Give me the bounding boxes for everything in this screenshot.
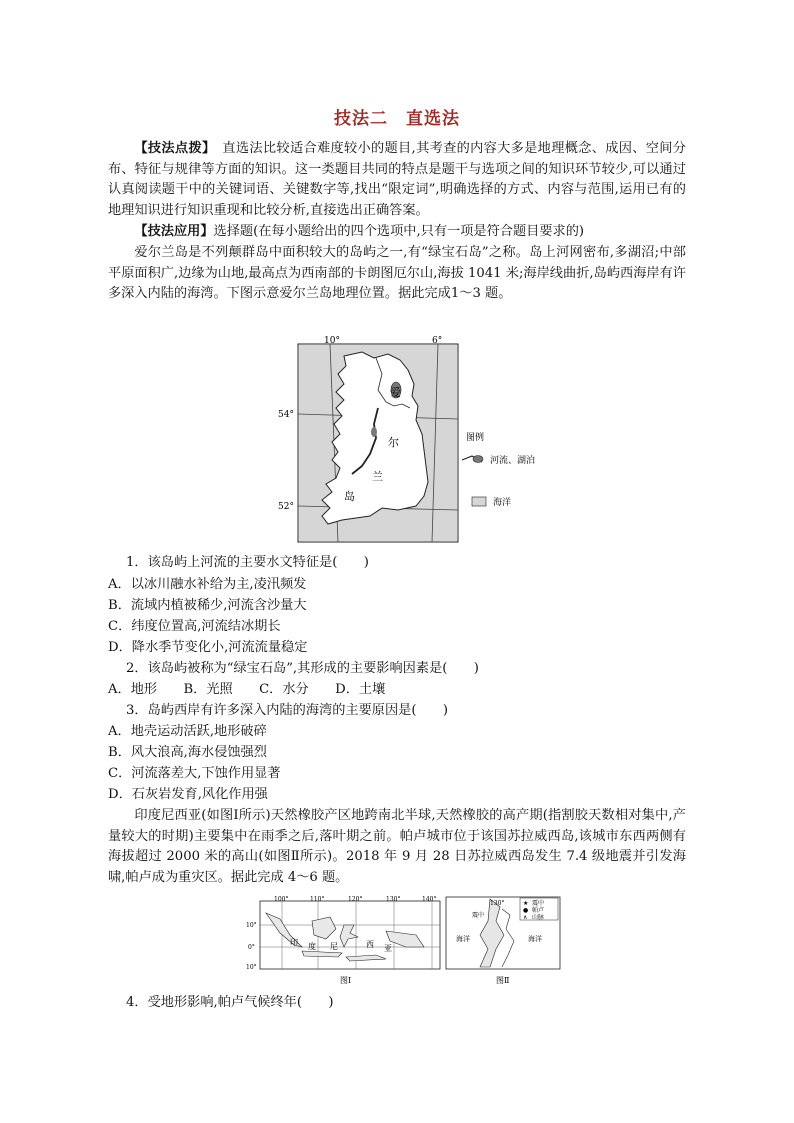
apply-text: 选择题(在每小题给出的四个选项中,只有一项是符合题目要求的) [213, 224, 585, 239]
passage-2: 印度尼西亚(如图Ⅰ所示)天然橡胶产区地跨南北半球,天然橡胶的高产期(指割胶天数相对集中,产量较大的时期)主要集中在雨季之后,落叶期之前。帕卢城市位于该国苏拉威西岛,该城市东西两侧有海拔超过 2000 米的高山(如图Ⅱ所示)。2018 年 9 月 28 日苏拉威西岛发生 7.4 级地震并引发海啸,帕卢成为重灾区。据此完成 4～6 题。 [108, 808, 686, 885]
island-char-1: 爱 [390, 386, 401, 399]
mountain-icon: ∧ [523, 914, 528, 921]
intro-label: 【技法点拨】 [134, 141, 209, 156]
map3-lon-130: 130° [490, 900, 505, 907]
question-1: 1．该岛屿上河流的主要水文特征是( ) [126, 555, 369, 570]
ireland-map [278, 334, 578, 546]
apply-paragraph [108, 222, 686, 243]
q1-option-b: B．流域内植被稀少,河流含沙量大 [108, 598, 307, 613]
lon-110: 110° [310, 896, 325, 903]
q1-option-c: C．纬度位置高,河流结冰期长 [108, 619, 281, 634]
q3-option-d: D．石灰岩发育,风化作用强 [108, 787, 268, 802]
sea-label-east: 海洋 [528, 935, 542, 943]
q3-option-c: C．河流落差大,下蚀作用显著 [108, 766, 281, 781]
q3-option-b: B．风大浪高,海水侵蚀强烈 [108, 745, 267, 760]
palu-map [444, 895, 562, 987]
map2-caption: 图Ⅰ [340, 976, 352, 985]
map3-legend-mountain: 山脉 [532, 914, 545, 921]
island-char-2: 尔 [388, 436, 399, 449]
map3-legend-palu: 帕卢 [532, 907, 545, 914]
apply-label: 【技法应用】 [134, 224, 214, 239]
map3-legend-epicenter: 震中 [532, 900, 545, 907]
lon-130: 130° [386, 896, 401, 903]
lat-label-52: 52° [278, 502, 294, 512]
region-char-1: 印 [290, 938, 298, 947]
island-char-4: 岛 [344, 490, 355, 503]
region-char-4: 西 [366, 940, 374, 949]
lat-10n: 10° [246, 922, 257, 929]
lon-100: 100° [274, 896, 289, 903]
q2-options: A．地形 B．光照 C．水分 D．土壤 [108, 682, 386, 697]
lon-120: 120° [348, 896, 363, 903]
legend-sea-label: 海洋 [493, 498, 512, 508]
lon-label-6: 6° [432, 336, 443, 346]
lon-label-10: 10° [324, 336, 340, 346]
region-char-2: 度 [308, 942, 316, 951]
region-char-5: 亚 [384, 944, 392, 953]
sea-legend-swatch [472, 497, 486, 506]
legend-title: 图例 [466, 433, 485, 443]
question-3: 3．岛屿西岸有许多深入内陆的海湾的主要原因是( ) [126, 703, 448, 718]
legend-river-label: 河流、湖泊 [490, 456, 536, 466]
page-title: 技法二 直选法 [334, 109, 460, 129]
question-2: 2．该岛屿被称为“绿宝石岛”,其形成的主要影响因素是( ) [126, 661, 479, 676]
lon-140: 140° [422, 896, 437, 903]
epicenter-label: 震中 [472, 912, 485, 919]
epicenter-star-icon: ★ [523, 900, 529, 907]
region-char-3: 尼 [330, 942, 338, 951]
indonesia-map [246, 895, 442, 987]
lat-0: 0° [248, 944, 255, 951]
island-char-3: 兰 [372, 470, 383, 483]
lat-10s: 10° [246, 964, 257, 971]
q1-option-d: D．降水季节变化小,河流流量稳定 [108, 640, 308, 655]
city-dot-icon: ● [523, 907, 529, 914]
intro-text: 直选法比较适合难度较小的题目,其考查的内容大多是地理概念、成因、空间分布、特征与规律等方面的知识。这一类题目共同的特点是题干与选项之间的知识环节较少,可以通过认真阅读题干中的关键词语、关键数字等,找出“限定词”,明确选择的方式、内容与范围,运用已有的地理知识进行知识重现和比较分析,直接选出正确答案。 [108, 141, 686, 218]
q1-option-a: A．以冰川融水补给为主,凌汛频发 [108, 577, 307, 592]
passage-1: 爱尔兰岛是不列颠群岛中面积较大的岛屿之一,有“绿宝石岛”之称。岛上河网密布,多湖沼;中部平原面积广,边缘为山地,最高点为西南部的卡朗图厄尔山,海拔 1041 米;海岸线曲折,岛屿西海岸有许多深入内陆的海湾。下图示意爱尔兰岛地理位置。据此完成1～3 题。 [108, 245, 686, 302]
question-4: 4．受地形影响,帕卢气候终年( ) [126, 995, 334, 1010]
map3-caption: 图Ⅱ [496, 976, 510, 985]
intro-paragraph [108, 139, 686, 221]
q3-option-a: A．地壳运动活跃,地形破碎 [108, 724, 267, 739]
lat-label-54: 54° [278, 410, 294, 420]
sea-label-west: 海洋 [456, 935, 470, 943]
